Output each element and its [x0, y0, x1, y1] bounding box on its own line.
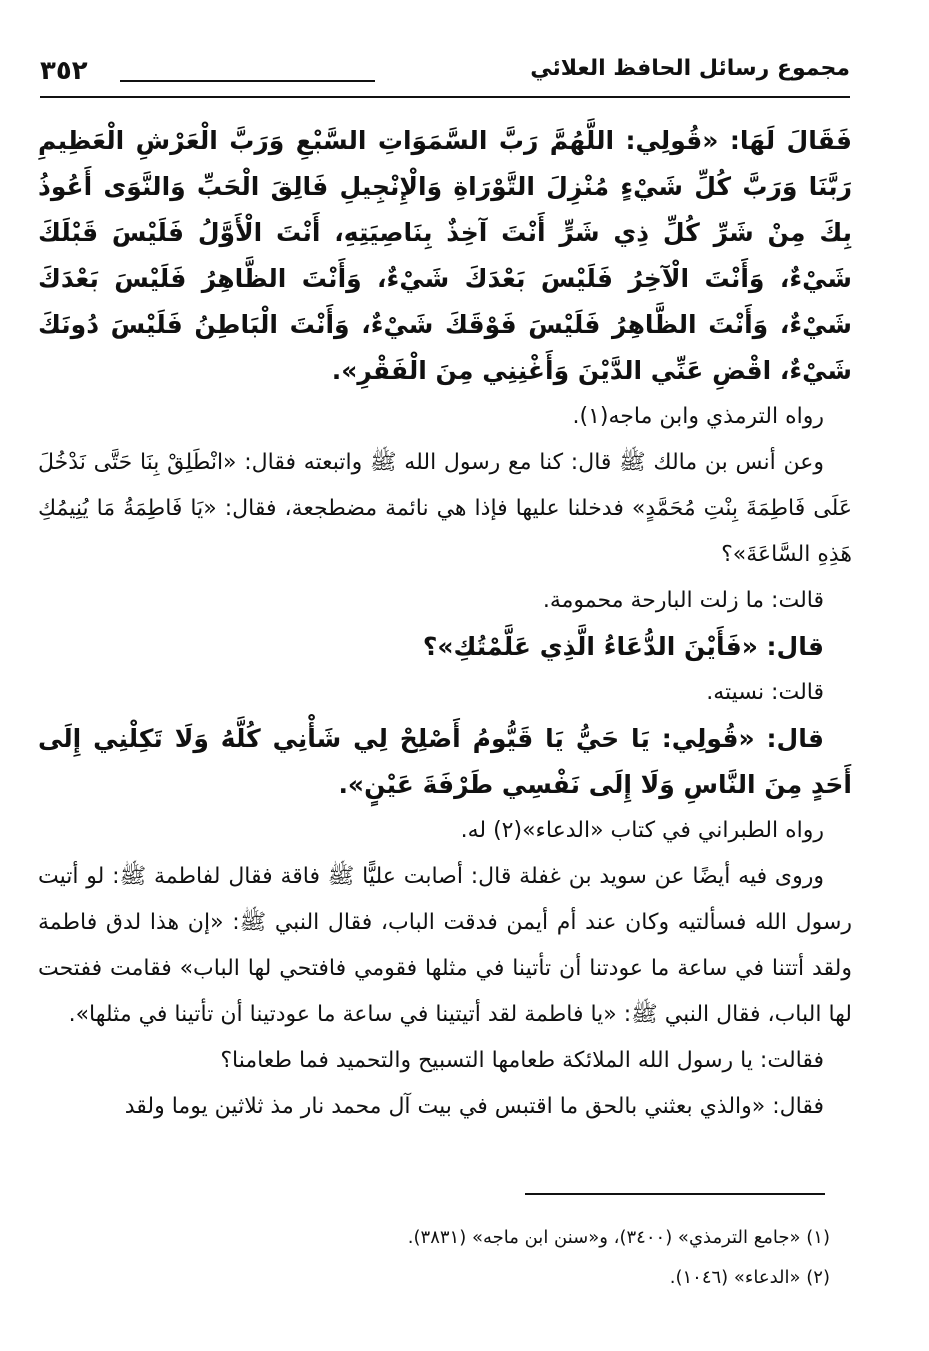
footnote-1: (١) «جامع الترمذي» (٣٤٠٠)، و«سنن ابن ماجه» (٣٨٣١). — [407, 1227, 830, 1248]
header-underline — [40, 96, 850, 98]
page-number: ٣٥٢ — [40, 56, 88, 86]
dialogue-line: قالت: نسيته. — [706, 680, 824, 705]
book-title: مجموع رسائل الحافظ العلائي — [530, 56, 850, 81]
footnote-2: (٢) «الدعاء» (١٠٤٦). — [669, 1267, 830, 1288]
dialogue-line: فقال: «والذي بعثني بالحق ما اقتبس في بيت آل محمد نار مذ ثلاثين يوما ولقد — [124, 1094, 824, 1119]
dialogue-dua-paragraph: قال: «قُولِي: يَا حَيُّ يَا قَيُّومُ أَصْلِحْ لِي شَأْنِي كُلَّهُ وَلَا تَكِلْنِي إِلَى أَحَدٍ مِنَ النَّاسِ وَلَا إِلَى نَفْسِي طَرْفَةَ عَيْنٍ». — [38, 724, 852, 799]
narration-source: رواه الطبراني في كتاب «الدعاء»(٢) له. — [460, 818, 824, 843]
suwaid-narration-paragraph: وروى فيه أيضًا عن سويد بن غفلة قال: أصابت عليًّا ﷺ فاقة فقال لفاطمة ﷺ: لو أتيت رسول الله فسألتيه وكان عند أم أيمن فدقت الباب، فقال النبي ﷺ: «إن هذا لدق فاطمة ولقد أتتنا في ساعة ما عودتنا أن تأتينا في مثلها فقومي فافتحي لها الباب» فقامت ففتحت لها الباب، فقال النبي ﷺ: «يا فاطمة لقد أتيتينا في ساعة ما عودتينا أن تأتينا في مثلها». — [38, 864, 852, 1027]
dialogue-line: فقالت: يا رسول الله الملائكة طعامها التسبيح والتحميد فما طعامنا؟ — [220, 1048, 824, 1073]
page-header — [40, 56, 850, 96]
main-text — [38, 118, 852, 1130]
narration-source: رواه الترمذي وابن ماجه(١). — [572, 404, 824, 429]
dialogue-line: قال: «فَأَيْنَ الدُّعَاءُ الَّذِي عَلَّمْتُكِ»؟ — [422, 632, 824, 661]
hadith-dua-paragraph: فَقَالَ لَهَا: «قُولِي: اللَّهُمَّ رَبَّ السَّمَوَاتِ السَّبْعِ وَرَبَّ الْعَرْشِ الْعَظِيمِ رَبَّنَا وَرَبَّ كُلِّ شَيْءٍ مُنْزِلَ التَّوْرَاةِ وَالْإِنْجِيلِ فَالِقَ الْحَبِّ وَالنَّوَى أَعُوذُ بِكَ مِنْ شَرِّ كُلِّ ذِي شَرٍّ أَنْتَ آخِذٌ بِنَاصِيَتِهِ، أَنْتَ الْأَوَّلُ فَلَيْسَ قَبْلَكَ شَيْءٌ، وَأَنْتَ الْآخِرُ فَلَيْسَ بَعْدَكَ شَيْءٌ، وَأَنْتَ الظَّاهِرُ فَلَيْسَ بَعْدَكَ شَيْءٌ، وَأَنْتَ الظَّاهِرُ فَلَيْسَ فَوْقَكَ شَيْءٌ، وَأَنْتَ الْبَاطِنُ فَلَيْسَ دُونَكَ شَيْءٌ، اقْضِ عَنِّي الدَّيْنَ وَأَغْنِنِي مِنَ الْفَقْرِ». — [38, 126, 852, 385]
footnotes — [300, 1218, 830, 1298]
anas-narration-paragraph: وعن أنس بن مالك ﷺ قال: كنا مع رسول الله ﷺ واتبعته فقال: «انْطَلِقْ بِنَا حَتَّى نَدْخُلَ عَلَى فَاطِمَةَ بِنْتِ مُحَمَّدٍ» فدخلنا عليها فإذا هي نائمة مضطجعة، فقال: «يَا فَاطِمَةُ مَا يُنِيمُكِ هَذِهِ السَّاعَةَ»؟ — [38, 450, 852, 567]
dialogue-line: قالت: ما زلت البارحة محمومة. — [542, 588, 824, 613]
footnote-separator — [525, 1193, 825, 1195]
header-rule — [120, 80, 375, 82]
